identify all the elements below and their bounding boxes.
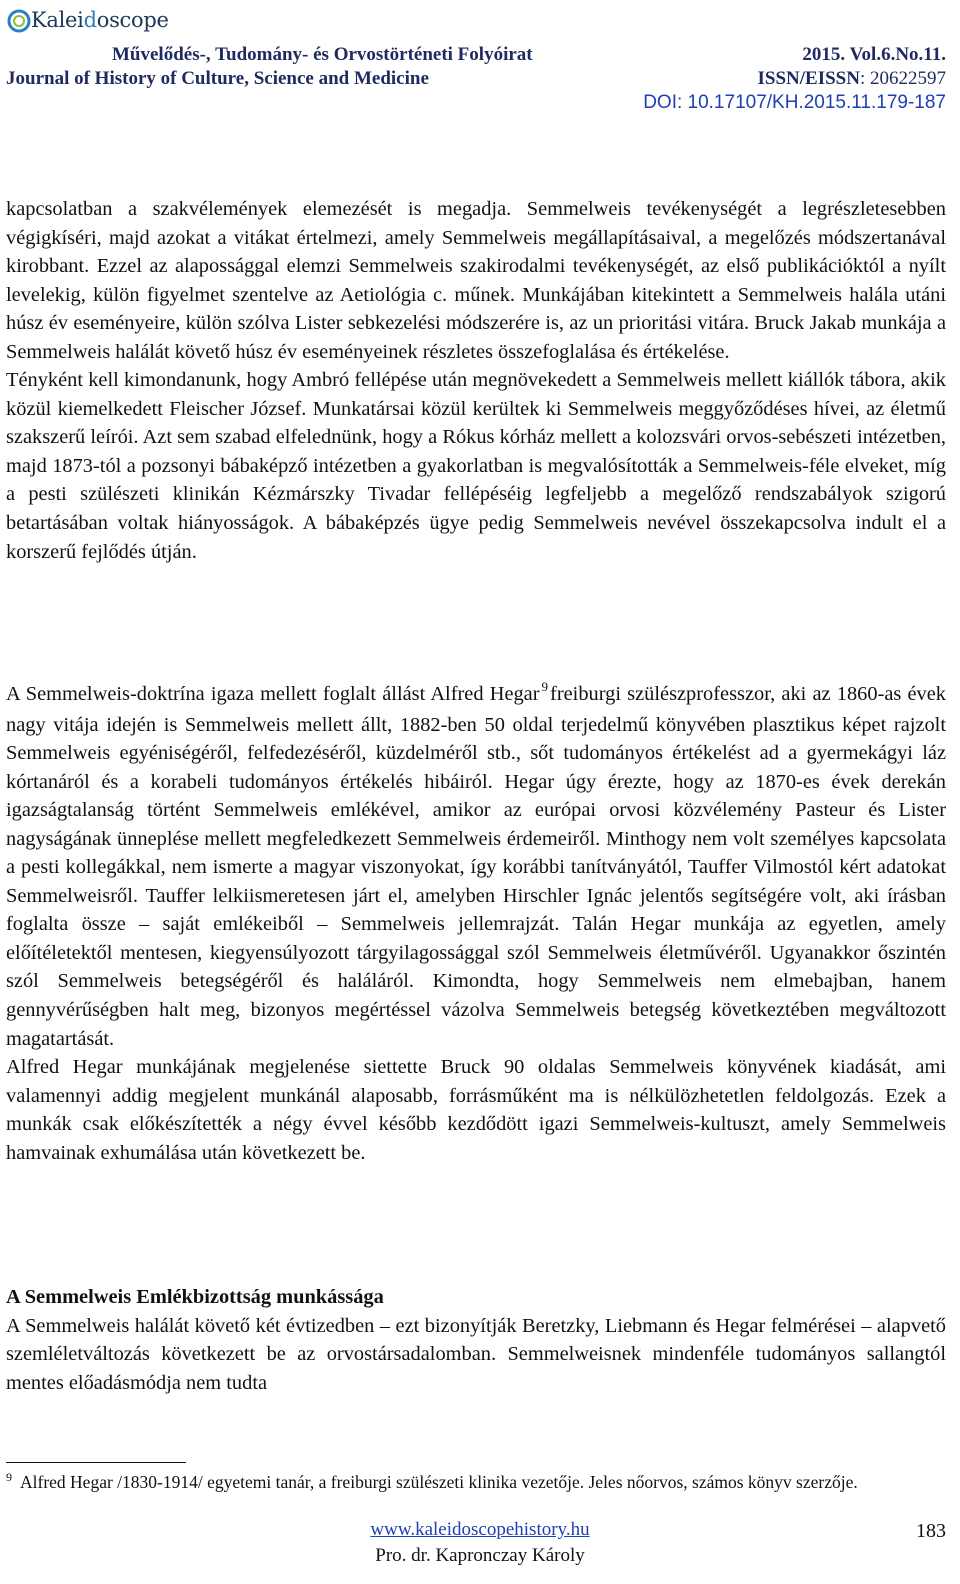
body-section-2 [6, 680, 946, 1167]
paragraph: kapcsolatban a szakvélemények elemezését is megadja. Semmelweis tevékenységét a legrészletesebben végigkíséri, majd azokat a vitákat értelmezi, amely Semmelweis megállapításaival, a megelőzés módszertanával kirobbant. Ezzel az alapossággal elemzi Semmelweis szakirodalmi tevékenységét, az első publikációktól a nyílt levelekig, külön figyelmet szentelve az Aetiológia c. műnek. Munkájában kitekintett a Semmelweis halála utáni húsz év eseményeire, külön szólva Lister sebkezelési módszerére is, az un prioritási vitára. Bruck Jakab munkája a Semmelweis halálát követő húsz év eseményeinek részletes összefoglalása és értékelése. [6, 198, 946, 363]
footnote-divider [6, 1462, 186, 1463]
doi-link[interactable]: DOI: 10.17107/KH.2015.11.179-187 [643, 92, 946, 113]
paragraph: Tényként kell kimondanunk, hogy Ambró fellépése után megnövekedett a Semmelweis mellett kiállók tábora, akik közül kiemelkedett Fleischer József. Munkatársai közül kerültek ki Semmelweis meggyőződéses hívei, az életmű szakszerű leírói. Azt sem szabad elfelednünk, hogy a Rókus kórház mellett a kolozsvári orvos-sebészeti intézetben, majd 1873-tól a pozsonyi bábaképző intézetben a gyakorlatban is megvalósították a Semmelweis-féle elveket, míg a pesti szülészeti klinikán Kézmárszky Tivadar fellépéséig legfeljebb a megelőző rendszabályok szigorú betartásában voltak hiányosságok. A bábaképzés ügye pedig Semmelweis nevével összekapcsolva indult el a korszerű fejlődés útján. [6, 369, 946, 563]
editor-name: Pro. dr. Kapronczay Károly [375, 1545, 585, 1566]
journal-title-hu: Művelődés-, Tudomány- és Orvostörténeti Folyóirat [112, 44, 533, 65]
issn-info [758, 68, 946, 90]
issn-label: ISSN/EISSN [757, 68, 860, 89]
journal-title-en: Journal of History of Culture, Science and Medicine [6, 68, 429, 89]
paragraph: Alfred Hegar munkájának megjelenése siettette Bruck 90 oldalas Semmelweis könyvének kiadását, ami valamennyi addig megjelent munkánál alaposabb, forrásműként ma is nélkülözhetetlen feldolgozás. Ezek a munkák csak előkészítették a négy évvel később kezdődött igazi Semmelweis-kultuszt, amely Semmelweis hamvainak exhumálása után következett be. [6, 1056, 946, 1164]
footnote-text: Alfred Hegar /1830-1914/ egyetemi tanár, a freiburgi szülészeti klinika vezetője. Jeles nőorvos, számos könyv szerzője. [20, 1472, 858, 1492]
logo-text-part: d [83, 8, 97, 32]
paragraph: A Semmelweis halálát követő két évtizedben – ezt bizonyítják Beretzky, Liebmann és Hegar felmérései – alapvető szemléletváltozás következett be az orvostársadalomban. Semmelweisnek mindenféle tudományos sallangtól mentes előadásmódja nem tudta [6, 1314, 946, 1394]
kaleidoscope-logo-icon [6, 8, 32, 34]
paragraph-text: freiburgi szülészprofesszor, aki az 1860-as évek nagy vitája idején is Semmelweis mellett állt, 1882-ben 50 oldal terjedelmű könyvében plasztikus képet rajzolt Semmelweis egyéniségéről, felfedezéséről, küzdelméről stb., sőt tudományos értékelést ad a gyermekágyi láz kórtanáról és a korabeli tudományos értékelés hibáiról. Hegar úgy érezte, hogy az 1870-es évek derekán igazságtalanság történt Semmelweis emlékével, amikor az európai orvosi közvélemény Pasteur és Lister nagyságának ünneplése mellett megfeledkezett Semmelweis érdemeiről. Minthogy nem volt személyes kapcsolata a pesti kollegákkal, nem ismerte a magyar viszonyokat, így korábbi tanítványától, Tauffer Vilmostól kért adatokat Semmelweisről. Tauffer lelkiismeretesen járt el, amelyben Hirschler Ignác jelentős segítségére volt, aki írásban foglalta össze – saját emlékeiből – Semmelweis jellemrajzát. Talán Hegar munkája az egyetlen, amely előítéletektől mentesen, kiegyensúlyozott tárgyilagossággal szól Semmelweis életművéről. Ugyanakkor őszintén szól Semmelweis betegségéről és haláláról. Kimondta, hogy Semmelweis nem elmebajban, hanem gennyvérűségben halt meg, bizonyos megértéssel vázolva Semmelweis betegség következtében megváltozott magatartását. [6, 683, 946, 1050]
body-section-1 [6, 195, 946, 566]
footnote-number: 9 [6, 1470, 12, 1484]
issn-value: : 20622597 [859, 68, 946, 89]
logo-wordmark[interactable] [31, 8, 169, 32]
body-section-3 [6, 1283, 946, 1397]
website-link[interactable]: www.kaleidoscopehistory.hu [370, 1519, 590, 1540]
issue-info: 2015. Vol.6.No.11. [802, 44, 946, 65]
paragraph-text: A Semmelweis-doktrína igaza mellett foglalt állást Alfred Hegar [6, 683, 540, 705]
paragraph [6, 680, 946, 1053]
footnote-reference[interactable]: 9 [541, 679, 549, 694]
footnote [6, 1470, 946, 1496]
page-number: 183 [916, 1520, 946, 1542]
logo-text-part: Kalei [31, 8, 84, 32]
logo-text-part: oscope [96, 8, 169, 32]
section-heading: A Semmelweis Emlékbizottság munkássága [6, 1286, 384, 1308]
